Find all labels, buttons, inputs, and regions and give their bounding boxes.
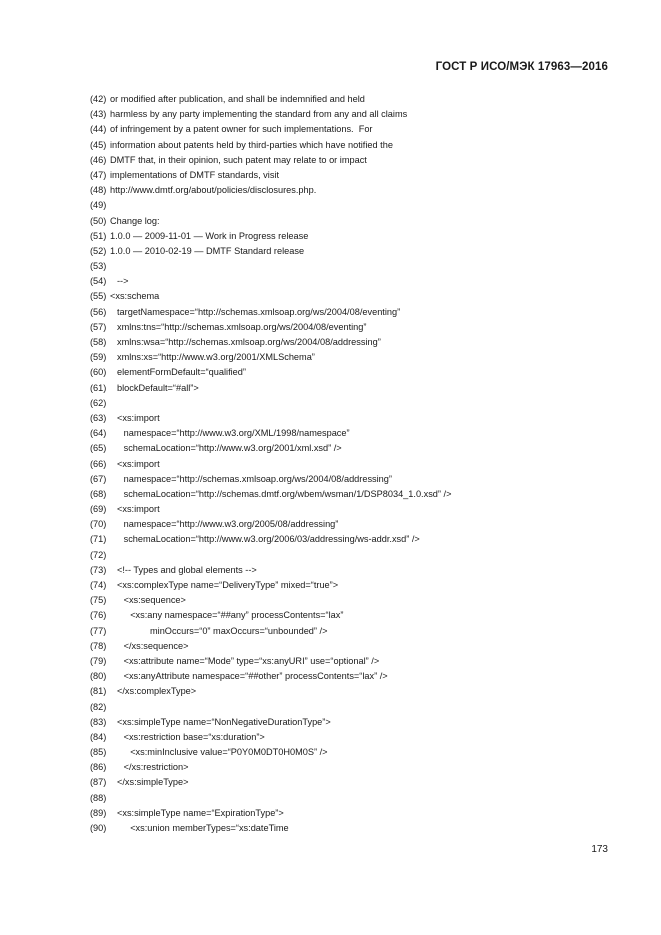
code-line bbox=[90, 593, 610, 608]
code-line bbox=[90, 214, 610, 229]
line-text: <xs:union memberTypes=“xs:dateTime bbox=[130, 823, 289, 833]
line-number: (43) bbox=[90, 109, 107, 120]
code-line bbox=[90, 457, 610, 472]
line-number: (53) bbox=[90, 261, 107, 272]
code-line bbox=[90, 107, 610, 122]
code-line bbox=[90, 472, 610, 487]
code-line bbox=[90, 411, 610, 426]
line-number: (63) bbox=[90, 412, 107, 423]
code-line bbox=[90, 138, 610, 153]
line-number: (73) bbox=[90, 564, 107, 575]
line-text: namespace=“http://www.w3.org/XML/1998/namespace” bbox=[123, 428, 350, 439]
line-number: (64) bbox=[90, 428, 107, 439]
code-line bbox=[90, 168, 610, 183]
line-text: </xs:sequence> bbox=[123, 640, 189, 651]
line-number: (55) bbox=[90, 291, 107, 302]
line-number: (76) bbox=[90, 610, 107, 621]
code-line bbox=[90, 578, 610, 593]
line-number: (70) bbox=[90, 519, 107, 530]
code-line bbox=[90, 289, 610, 304]
line-text: 1.0.0 — 2010-02-19 — DMTF Standard release bbox=[110, 245, 305, 256]
line-number: (82) bbox=[90, 701, 107, 712]
code-line bbox=[90, 775, 610, 790]
line-number: (47) bbox=[90, 169, 107, 180]
code-line bbox=[90, 700, 610, 715]
line-text: namespace=“http://www.w3.org/2005/08/addressing” bbox=[123, 519, 339, 530]
line-text: schemaLocation=“http://www.w3.org/2001/xml.xsd” /> bbox=[123, 443, 342, 454]
code-line bbox=[90, 502, 610, 517]
code-line bbox=[90, 153, 610, 168]
line-number: (68) bbox=[90, 488, 107, 499]
code-line bbox=[90, 532, 610, 547]
line-text: <xs:restriction base=“xs:duration”> bbox=[123, 731, 265, 742]
code-line bbox=[90, 274, 610, 289]
line-text: <xs:attribute name=“Mode” type=“xs:anyURI” use=“optional” /> bbox=[123, 655, 380, 666]
line-text: schemaLocation=“http://schemas.dmtf.org/wbem/wsman/1/DSP8034_1.0.xsd” /> bbox=[123, 488, 452, 499]
code-line bbox=[90, 563, 610, 578]
code-line bbox=[90, 183, 610, 198]
code-line bbox=[90, 365, 610, 380]
line-text: elementFormDefault=“qualified” bbox=[117, 367, 246, 378]
code-line bbox=[90, 244, 610, 259]
code-line bbox=[90, 821, 610, 836]
line-text: <xs:simpleType name=“ExpirationType”> bbox=[117, 807, 284, 818]
code-line bbox=[90, 122, 610, 137]
line-number: (57) bbox=[90, 321, 107, 332]
line-number: (77) bbox=[90, 625, 107, 636]
line-text: DMTF that, in their opinion, such patent may relate to or impact bbox=[110, 154, 367, 165]
code-line bbox=[90, 730, 610, 745]
code-line bbox=[90, 487, 610, 502]
line-text: <xs:import bbox=[117, 458, 160, 469]
code-line bbox=[90, 305, 610, 320]
line-text: implementations of DMTF standards, visit bbox=[110, 169, 280, 180]
line-number: (78) bbox=[90, 640, 107, 651]
line-text: http://www.dmtf.org/about/policies/disclosures.php. bbox=[110, 185, 317, 196]
line-number: (83) bbox=[90, 716, 107, 727]
document-header-id: ГОСТ Р ИСО/МЭК 17963—2016 bbox=[435, 61, 608, 73]
line-text: xmlns:wsa=“http://schemas.xmlsoap.org/ws/2004/08/addressing” bbox=[117, 337, 381, 347]
code-line bbox=[90, 639, 610, 654]
line-text: --> bbox=[117, 276, 129, 287]
line-number: (88) bbox=[90, 792, 107, 803]
line-text: <xs:import bbox=[117, 504, 160, 515]
line-text: <xs:complexType name=“DeliveryType” mixed=“true”> bbox=[117, 580, 339, 590]
line-text: <xs:sequence> bbox=[123, 595, 186, 606]
code-line bbox=[90, 335, 610, 350]
line-text: Change log: bbox=[110, 215, 160, 226]
line-number: (62) bbox=[90, 397, 107, 408]
code-line bbox=[90, 715, 610, 730]
line-text: xmlns:tns=“http://schemas.xmlsoap.org/ws/2004/08/eventing” bbox=[117, 321, 367, 332]
line-number: (74) bbox=[90, 580, 107, 590]
code-line bbox=[90, 791, 610, 806]
code-line bbox=[90, 654, 610, 669]
code-line bbox=[90, 624, 610, 639]
line-text: or modified after publication, and shall be indemnified and held bbox=[110, 94, 365, 104]
line-number: (44) bbox=[90, 124, 107, 135]
line-text: minOccurs=“0” maxOccurs=“unbounded” /> bbox=[150, 625, 328, 636]
code-line bbox=[90, 517, 610, 532]
line-text: <xs:schema bbox=[110, 291, 160, 302]
line-text: <xs:any namespace=“##any” processContents=“lax” bbox=[130, 610, 344, 621]
line-text: </xs:restriction> bbox=[123, 762, 189, 773]
line-number: (60) bbox=[90, 367, 107, 378]
line-number: (71) bbox=[90, 534, 107, 545]
line-number: (45) bbox=[90, 139, 107, 150]
line-number: (52) bbox=[90, 245, 107, 256]
code-line bbox=[90, 381, 610, 396]
code-line bbox=[90, 229, 610, 244]
line-number: (84) bbox=[90, 731, 107, 742]
line-text: <!-- Types and global elements --> bbox=[117, 564, 257, 575]
line-text: <xs:anyAttribute namespace=“##other” processContents=“lax” /> bbox=[123, 671, 388, 682]
line-number: (66) bbox=[90, 458, 107, 469]
code-line bbox=[90, 396, 610, 411]
code-line bbox=[90, 548, 610, 563]
code-line bbox=[90, 669, 610, 684]
line-number: (51) bbox=[90, 230, 107, 241]
line-text: schemaLocation=“http://www.w3.org/2006/03/addressing/ws-addr.xsd” /> bbox=[123, 534, 420, 545]
code-line bbox=[90, 198, 610, 213]
line-number: (50) bbox=[90, 215, 107, 226]
line-number: (86) bbox=[90, 762, 107, 773]
line-number: (59) bbox=[90, 352, 107, 363]
line-text: xmlns:xs=“http://www.w3.org/2001/XMLSchema” bbox=[117, 352, 315, 363]
code-line bbox=[90, 806, 610, 821]
line-number: (85) bbox=[90, 747, 107, 758]
line-number: (58) bbox=[90, 337, 107, 347]
line-text: <xs:simpleType name=“NonNegativeDurationType”> bbox=[117, 716, 331, 727]
line-number: (56) bbox=[90, 306, 107, 317]
line-number: (54) bbox=[90, 276, 107, 287]
line-number: (65) bbox=[90, 443, 107, 454]
line-number: (46) bbox=[90, 154, 107, 165]
line-number: (61) bbox=[90, 382, 107, 393]
code-line bbox=[90, 350, 610, 365]
code-line bbox=[90, 760, 610, 775]
line-number: (90) bbox=[90, 823, 107, 833]
line-text: of infringement by a patent owner for such implementations. For bbox=[110, 124, 373, 135]
line-text: </xs:complexType> bbox=[117, 686, 197, 697]
code-line bbox=[90, 684, 610, 699]
code-line bbox=[90, 745, 610, 760]
line-text: <xs:minInclusive value=“P0Y0M0DT0H0M0S” /> bbox=[130, 747, 328, 758]
line-text: blockDefault=“#all”> bbox=[117, 382, 199, 393]
code-line bbox=[90, 259, 610, 274]
code-line bbox=[90, 92, 610, 107]
line-number: (42) bbox=[90, 94, 107, 104]
line-text: 1.0.0 — 2009-11-01 — Work in Progress release bbox=[110, 230, 309, 241]
line-text: harmless by any party implementing the standard from any and all claims bbox=[110, 109, 408, 120]
code-listing bbox=[90, 92, 610, 836]
line-number: (72) bbox=[90, 549, 107, 560]
line-number: (80) bbox=[90, 671, 107, 682]
code-line bbox=[90, 441, 610, 456]
code-line bbox=[90, 320, 610, 335]
line-number: (67) bbox=[90, 473, 107, 484]
line-text: <xs:import bbox=[117, 412, 160, 423]
line-number: (49) bbox=[90, 200, 107, 211]
line-number: (89) bbox=[90, 807, 107, 818]
line-number: (87) bbox=[90, 777, 107, 788]
code-line bbox=[90, 608, 610, 623]
line-number: (48) bbox=[90, 185, 107, 196]
line-number: (81) bbox=[90, 686, 107, 697]
line-number: (69) bbox=[90, 504, 107, 515]
line-text: </xs:simpleType> bbox=[117, 777, 189, 788]
line-number: (75) bbox=[90, 595, 107, 606]
line-text: targetNamespace=“http://schemas.xmlsoap.org/ws/2004/08/eventing” bbox=[117, 306, 401, 317]
line-text: namespace=“http://schemas.xmlsoap.org/ws/2004/08/addressing” bbox=[123, 473, 392, 484]
page-number: 173 bbox=[591, 844, 608, 855]
line-text: information about patents held by third-parties which have notified the bbox=[110, 139, 393, 150]
line-number: (79) bbox=[90, 655, 107, 666]
code-line bbox=[90, 426, 610, 441]
